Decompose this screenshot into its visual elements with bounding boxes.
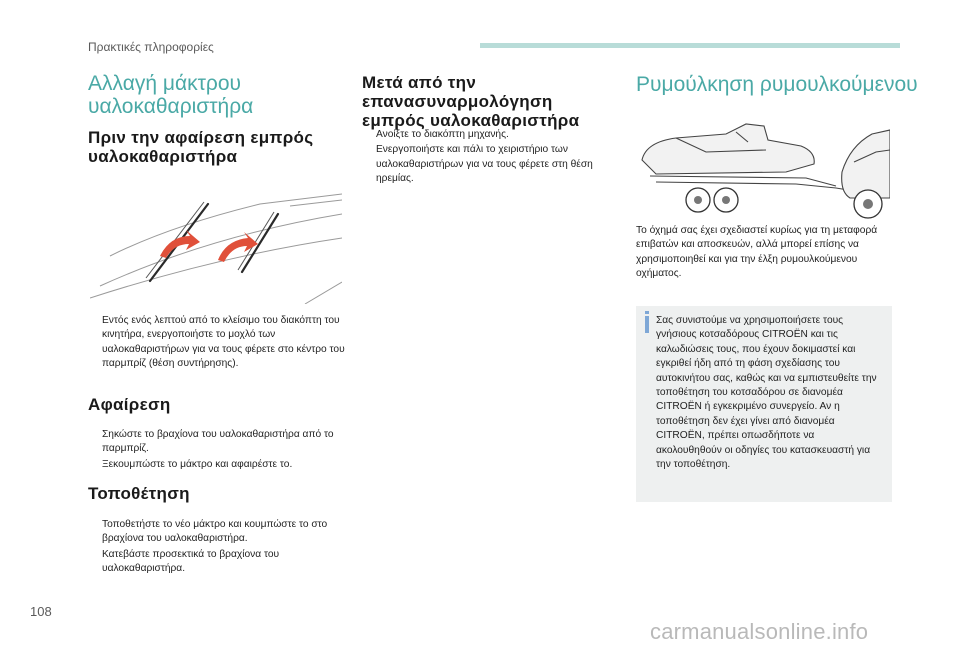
list-item: Ενεργοποιήστε και πάλι το χειριστήριο των υαλοκαθαριστήρων για να τους φέρετε στη θέση ηρεμίας. xyxy=(376,144,593,185)
towing-title: Ρυμούλκηση ρυμουλκούμενου xyxy=(636,73,918,96)
trailer-illustration xyxy=(636,112,890,222)
wiper-blade-title: Αλλαγή μάκτρου υαλοκαθαριστήρα xyxy=(88,72,254,118)
section-header: Πρακτικές πληροφορίες xyxy=(88,40,214,54)
towing-body-text: Το όχημά σας έχει σχεδιαστεί κυρίως για τη μεταφορά επιβατών και αποσκευών, αλλά μπορεί επίσης να χρησιμοποιηθεί και για την έλξη ρυμουλκούμενου οχήματος. xyxy=(636,225,878,280)
before-removal-heading: Πριν την αφαίρεση εμπρός υαλοκαθαριστήρα xyxy=(88,128,314,166)
install-list xyxy=(88,518,350,578)
after-reassembly-heading: Μετά από την επανασυναρμολόγηση εμπρός υαλοκαθαριστήρα xyxy=(362,73,580,130)
list-item: Κατεβάστε προσεκτικά το βραχίονα του υαλοκαθαριστήρα. xyxy=(102,548,280,575)
watermark: carmanualsonline.info xyxy=(650,619,869,644)
recommendation-note xyxy=(636,306,892,502)
section-header-bar xyxy=(480,43,900,48)
install-heading: Τοποθέτηση xyxy=(88,484,190,503)
page-number: 108 xyxy=(30,604,52,619)
removal-heading: Αφαίρεση xyxy=(88,395,171,414)
wiper-illustration xyxy=(90,186,342,304)
removal-list xyxy=(88,428,350,473)
list-item: Εντός ενός λεπτού από το κλείσιμο του διακόπτη του κινητήρα, ενεργοποιήστε το μοχλό των υαλοκαθαριστήρων για να τους φέρετε στο κέντρο του παρμπρίζ (θέση συντήρησης). xyxy=(102,315,345,370)
recommendation-note-text: Σας συνιστούμε να χρησιμοποιήσετε τους γνήσιους κοτσαδόρους CITROËN και τις καλωδιώσεις τους, που έχουν δοκιμαστεί και εγκριθεί ήδη από τη φάση σχεδίασης του αυτοκινήτου σας, καθώς και να εμπιστευθείτε την τοποθέτηση του κοτσαδόρου σε διανομέα CITROËN ή εγκεκριμένο συνεργείο. Αν η τοποθέτηση δεν έχει γίνει από διανομέα CITROËN, πρέπει οπωσδήποτε να ακολουθηθούν οι οδηγίες του κατασκευαστή για την τοποθέτηση. xyxy=(656,315,877,471)
list-item: Ανοίξτε το διακόπτη μηχανής. xyxy=(376,129,509,140)
list-item: Σηκώστε το βραχίονα του υαλοκαθαριστήρα από το παρμπρίζ. xyxy=(102,429,334,455)
before-removal-list xyxy=(88,314,350,373)
list-item: Ξεκουμπώστε το μάκτρο και αφαιρέστε το. xyxy=(102,458,293,470)
info-icon xyxy=(645,316,649,333)
after-reassembly-list xyxy=(362,128,624,188)
list-item: Τοποθετήστε το νέο μάκτρο και κουμπώστε το στο βραχίονα του υαλοκαθαριστήρα. xyxy=(102,519,328,545)
